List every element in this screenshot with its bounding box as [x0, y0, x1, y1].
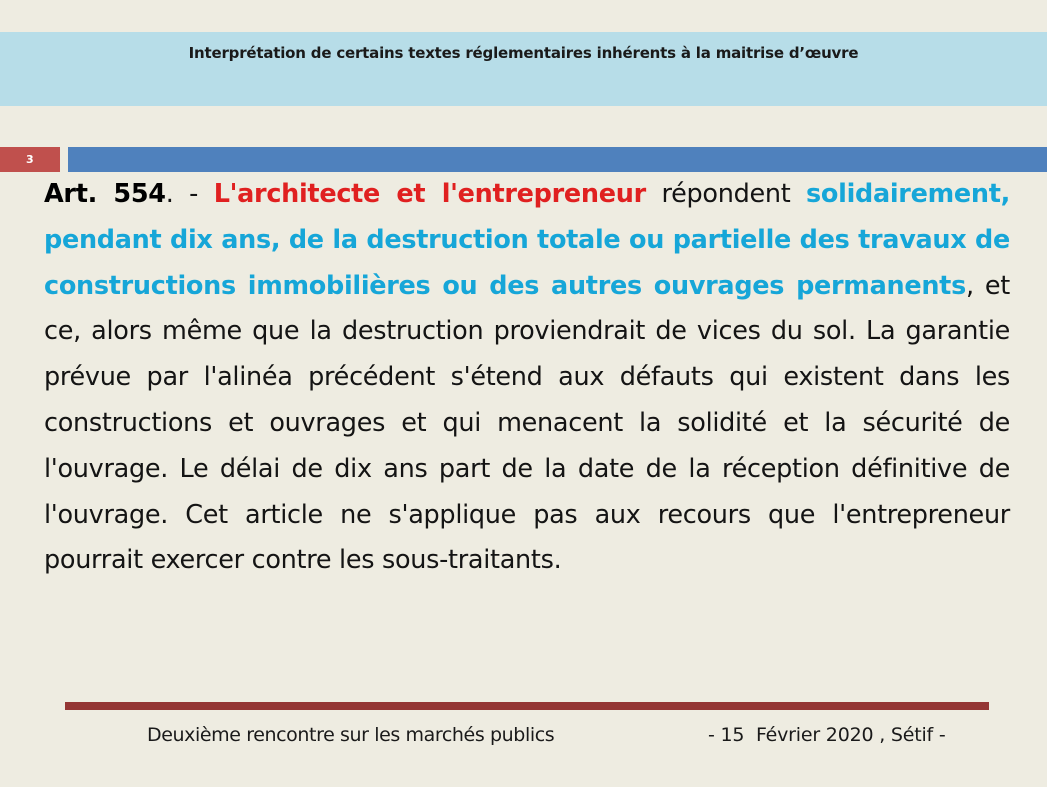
slide-title: Interprétation de certains textes réglementaires inhérents à la maitrise d’œuvre — [188, 44, 859, 62]
article-text-1: répondent — [645, 179, 807, 209]
article-number: Art. 554 — [44, 179, 166, 209]
article-text-2: , et ce, alors même que la destruction proviendrait de vices du sol. La garantie prévue par l'alinéa précédent s'étend aux défauts qui existent dans les constructions et ouvrages et qui menacent la solidité et la sécurité de l'ouvrage. Le délai de dix ans part de la date de la réception définitive de l'ouvrage. Cet article ne s'applique pas aux recours que l'entrepreneur pourrait exercer contre les sous-traitants. — [44, 270, 1010, 576]
footer-divider — [65, 702, 989, 710]
slide-number: 3 — [0, 147, 60, 172]
footer-event: Deuxième rencontre sur les marchés publics — [147, 724, 555, 746]
footer-date-location: - 15 Février 2020 , Sétif - — [708, 724, 946, 746]
article-separator: . - — [165, 179, 214, 209]
liability-scope: solidairement, pendant dix ans, de la destruction totale ou partielle des travaux de constructions immobilières ou des autres ouvrages permanents — [44, 179, 1010, 301]
accent-bar — [68, 147, 1047, 172]
article-body — [44, 172, 1010, 584]
liable-parties: L'architecte et l'entrepreneur — [213, 179, 646, 209]
